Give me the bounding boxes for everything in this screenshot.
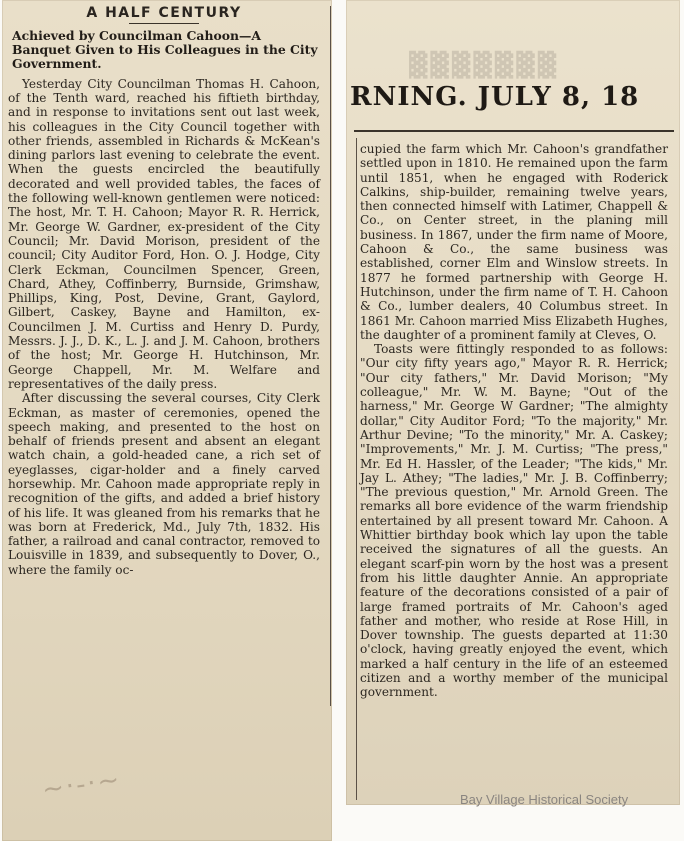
bleed-through-ghost: ▓▓▓▓▓▓▓	[406, 50, 557, 79]
article-headline: A HALF CENTURY	[86, 5, 242, 21]
article-paragraph-1: Yesterday City Councilman Thomas H. Cahoon, of the Tenth ward, reached his fiftieth birthday, and in response to invitations sent out last week, his colleagues in the City Council together with other friends, assembled in Richards & McKean's dining parlors last evening to celebrate the event. When the guests encircled the beautifully decorated and well provided tables, the faces of the following well-known gentlemen were noticed: The host, Mr. T. H. Cahoon; Mayor R. R. Herrick, Mr. George W. Gardner, ex-president of the City Council; Mr. David Morison, president of the council; City Auditor Ford, Hon. O. J. Hodge, City Clerk Eckman, Councilmen Spencer, Green, Chard, Athey, Coffinberry, Burnside, Grimshaw, Phillips, King, Post, Devine, Grant, Gaylord, Gilbert, Caskey, Bayne and Hamilton, ex-Councilmen J. M. Curtiss and Henry D. Purdy, Messrs. J. J., D. K., L. J. and J. M. Cahoon, brothers of the host; Mr. George H. Hutchinson, Mr. George Chappell, Mr. M. Welfare and representatives of the daily press.	[8, 76, 320, 391]
newspaper-masthead-date: RNING. JULY 8, 18	[350, 82, 640, 112]
article-paragraph-4: Toasts were fittingly responded to as follows: "Our city fifty years ago," Mayor R. R. Herrick; "Our city fathers," Mr. David Morison; "My colleague," Mr. W. M. Bayne; "Out of the harness," Mr. George W Gardner; "The almighty dollar," City Auditor Ford; "To the majority," Mr. Arthur Devine; "To the minority," Mr. A. Caskey; "Improvements," Mr. J. M. Curtiss; "The press," Mr. Ed H. Hassler, of the Leader; "The kids," Mr. Jay L. Athey; "The ladies," Mr. J. B. Coffinberry; "The previous question," Mr. Arnold Green. The remarks all bore evidence of the warm friendship entertained by all present toward Mr. Cahoon. A Whittier birthday book which lay upon the table received the signatures of all the guests. An elegant scarf-pin worn by the host was a present from his little daughter Annie. An appropriate feature of the decorations consisted of a pair of large framed portraits of Mr. Cahoon's aged father and mother, who reside at Rose Hill, in Dover township. The guests departed at 11:30 o'clock, having greatly enjoyed the event, which marked a half century in the life of an esteemed citizen and a worthy member of the municipal government.	[360, 342, 668, 700]
right-article-column	[360, 142, 668, 700]
column-divider	[330, 6, 331, 706]
pencil-annotation: ~·-·~	[40, 764, 124, 806]
masthead-rule	[354, 130, 674, 132]
article-paragraph-3: cupied the farm which Mr. Cahoon's grandfather settled upon in 1810. He remained upon the farm until 1851, when he engaged with Roderick Calkins, ship-builder, remaining twelve years, then connected himself with Latimer, Chappell & Co., on Center street, in the planing mill business. In 1867, under the firm name of Moore, Cahoon & Co., the same business was established, corner Elm and Winslow streets. In 1877 he formed partnership with George H. Hutchinson, under the firm name of T. H. Cahoon & Co., lumber dealers, 40 Columbus street. In 1861 Mr. Cahoon married Miss Elizabeth Hughes, the daughter of a prominent family at Cleves, O.	[360, 142, 668, 342]
left-clipping	[2, 0, 332, 841]
headline-rule	[129, 23, 199, 24]
article-paragraph-2: After discussing the several courses, City Clerk Eckman, as master of ceremonies, opened the speech making, and presented to the host on behalf of friends present and absent an elegant watch chain, a gold-headed cane, a rich set of eyeglasses, cigar-holder and a finely carved horsewhip. Mr. Cahoon made appropriate reply in recognition of the gifts, and added a brief history of his life. It was gleaned from his remarks that he was born at Frederick, Md., July 7th, 1832. His father, a railroad and canal contractor, removed to Louisville in 1839, and subsequently to Dover, O., where the family oc-	[8, 391, 320, 577]
right-clipping	[346, 0, 680, 805]
article-subhead: Achieved by Councilman Cahoon—A Banquet Given to His Colleagues in the City Government.	[12, 28, 318, 71]
column-divider-right	[356, 138, 357, 800]
watermark-credit: Bay Village Historical Society	[460, 792, 629, 807]
left-article-column	[8, 6, 320, 577]
